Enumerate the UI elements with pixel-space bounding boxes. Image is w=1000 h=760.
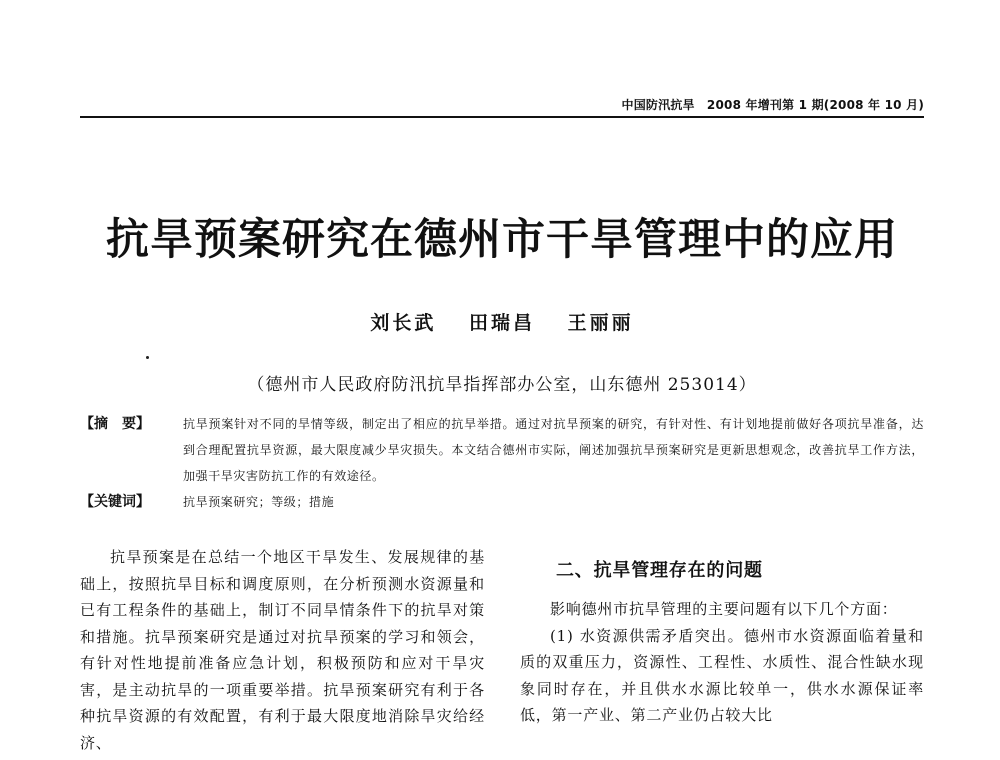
running-head: 中国防汛抗旱 2008 年增刊第 1 期(2008 年 10 月) [621, 98, 924, 112]
author-name: 王丽丽 [567, 312, 634, 334]
abstract-label: 【摘 要】 [80, 416, 150, 432]
left-column [80, 544, 485, 756]
author-list [80, 308, 924, 335]
keywords-label: 【关键词】 [80, 494, 150, 510]
body-paragraph: (1) 水资源供需矛盾突出。德州市水资源面临着量和质的双重压力，资源性、工程性、水质性、混合性缺水现象同时存在，并且供水水源比较单一，供水水源保证率低，第一产业、第二产业仍占较大比 [520, 626, 924, 724]
section-heading: 二、抗旱管理存在的问题 [556, 560, 763, 581]
right-column [520, 544, 924, 729]
body-paragraph: 影响德州市抗旱管理的主要问题有以下几个方面： [550, 600, 898, 618]
abstract-block [80, 411, 924, 515]
header-rule [80, 116, 924, 118]
stray-dot [146, 356, 149, 359]
author-name: 田瑞昌 [468, 312, 535, 334]
body-paragraph: 抗旱预案是在总结一个地区干旱发生、发展规律的基础上，按照抗旱目标和调度原则，在分析预测水资源量和已有工程条件的基础上，制订不同旱情条件下的抗旱对策和措施。抗旱预案研究是通过对抗旱预案的学习和领会，有针对性地提前准备应急计划，积极预防和应对干旱灾害，是主动抗旱的一项重要举措。抗旱预案研究有利于各种抗旱资源的有效配置，有利于最大限度地消除旱灾给经济、 [80, 548, 485, 752]
keywords-row [80, 489, 924, 515]
article-title: 抗旱预案研究在德州市干旱管理中的应用 [106, 215, 898, 265]
abstract-row [80, 411, 924, 489]
keywords-text: 抗旱预案研究；等级；措施 [183, 495, 335, 509]
author-name: 刘长武 [370, 312, 437, 334]
abstract-text: 抗旱预案针对不同的旱情等级，制定出了相应的抗旱举措。通过对抗旱预案的研究，有针对性、有计划地提前做好各项抗旱准备，达到合理配置抗旱资源，最大限度减少旱灾损失。本文结合德州市实际，阐述加强抗旱预案研究是更新思想观念，改善抗旱工作方法，加强干旱灾害防抗工作的有效途径。 [183, 417, 924, 483]
affiliation: （德州市人民政府防汛抗旱指挥部办公室，山东德州 253014） [247, 375, 757, 395]
